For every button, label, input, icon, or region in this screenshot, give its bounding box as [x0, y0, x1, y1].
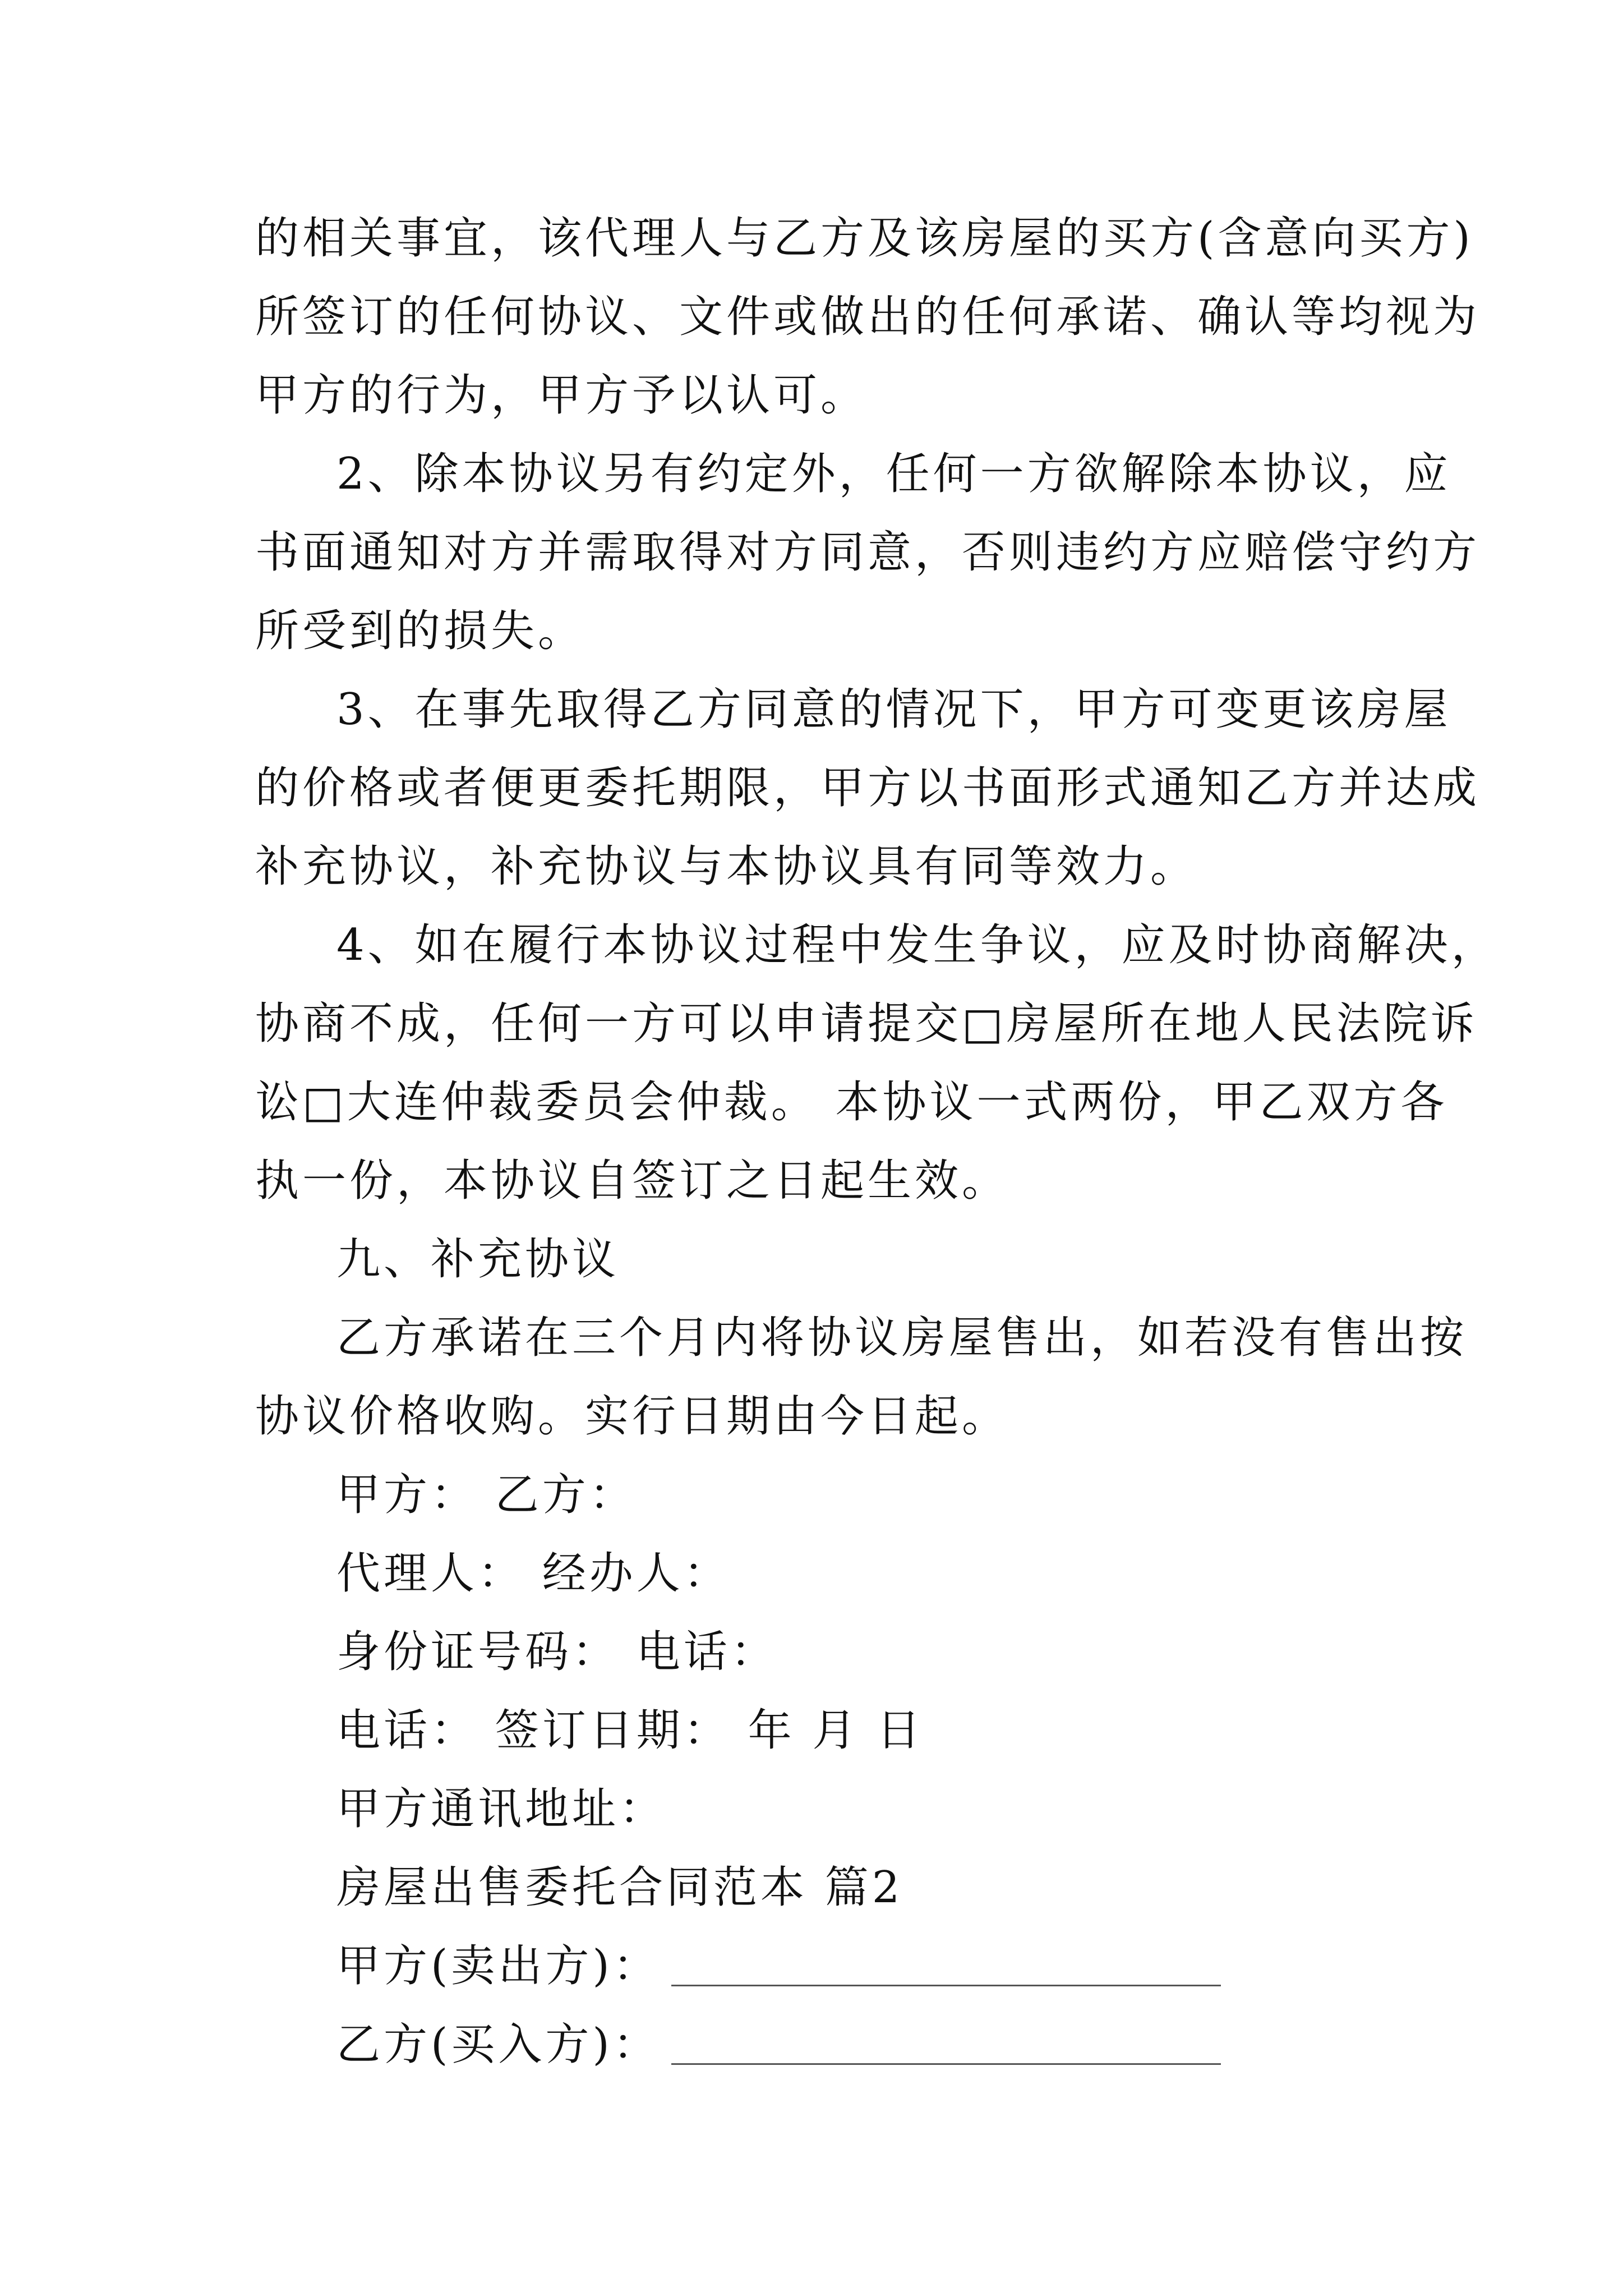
- body-text-line: 的相关事宜，该代理人与乙方及该房屋的买方(含意向买方): [255, 213, 1474, 264]
- seller-field: [336, 1927, 1481, 2005]
- body-text-line: 所签订的任何协议、文件或做出的任何承诺、确认等均视为: [255, 292, 1481, 342]
- body-text-line: 甲方的行为，甲方予以认可。: [255, 370, 868, 421]
- signature-party-line: 甲方： 乙方：: [336, 1470, 637, 1520]
- clause-4-line: 4、如在履行本协议过程中发生争议，应及时协商解决，: [336, 920, 1498, 970]
- body-text-line: 补充协议，补充协议与本协议具有同等效力。: [255, 841, 1198, 892]
- signature-agent-line: 代理人： 经办人：: [336, 1548, 731, 1599]
- signature-date-line: 电话： 签订日期： 年 月 日: [336, 1705, 924, 1756]
- body-text-line: 协议价格收购。实行日期由今日起。: [255, 1391, 1009, 1442]
- seller-label: 甲方(卖出方)：: [336, 1941, 660, 1991]
- body-text-line: 的价格或者便更委托期限，甲方以书面形式通知乙方并达成: [255, 763, 1481, 813]
- contract-title: 房屋出售委托合同范本 篇2: [336, 1862, 903, 1913]
- seller-blank-underline: [671, 1951, 1221, 1986]
- buyer-label: 乙方(买入方)：: [336, 2019, 660, 2070]
- clause-2-line: 2、除本协议另有约定外，任何一方欲解除本协议，应: [336, 449, 1451, 499]
- address-line: 甲方通讯地址：: [336, 1784, 667, 1834]
- body-text-line: 讼□大连仲裁委员会仲裁。 本协议一式两份，甲乙双方各: [255, 1077, 1448, 1128]
- buyer-blank-underline: [671, 2030, 1221, 2065]
- body-text-line: 协商不成，任何一方可以申请提交□房屋所在地人民法院诉: [255, 999, 1478, 1049]
- buyer-field: [336, 2005, 1481, 2084]
- section-heading: 九、补充协议: [336, 1234, 620, 1285]
- body-text-line: 所受到的损失。: [255, 606, 585, 656]
- body-text-line: 书面通知对方并需取得对方同意，否则违约方应赔偿守约方: [255, 527, 1481, 578]
- supplement-line: 乙方承诺在三个月内将协议房屋售出，如若没有售出按: [336, 1313, 1468, 1363]
- body-text-line: 执一份，本协议自签订之日起生效。: [255, 1156, 1009, 1206]
- clause-3-line: 3、在事先取得乙方同意的情况下，甲方可变更该房屋: [336, 684, 1451, 735]
- signature-id-line: 身份证号码： 电话：: [336, 1627, 778, 1677]
